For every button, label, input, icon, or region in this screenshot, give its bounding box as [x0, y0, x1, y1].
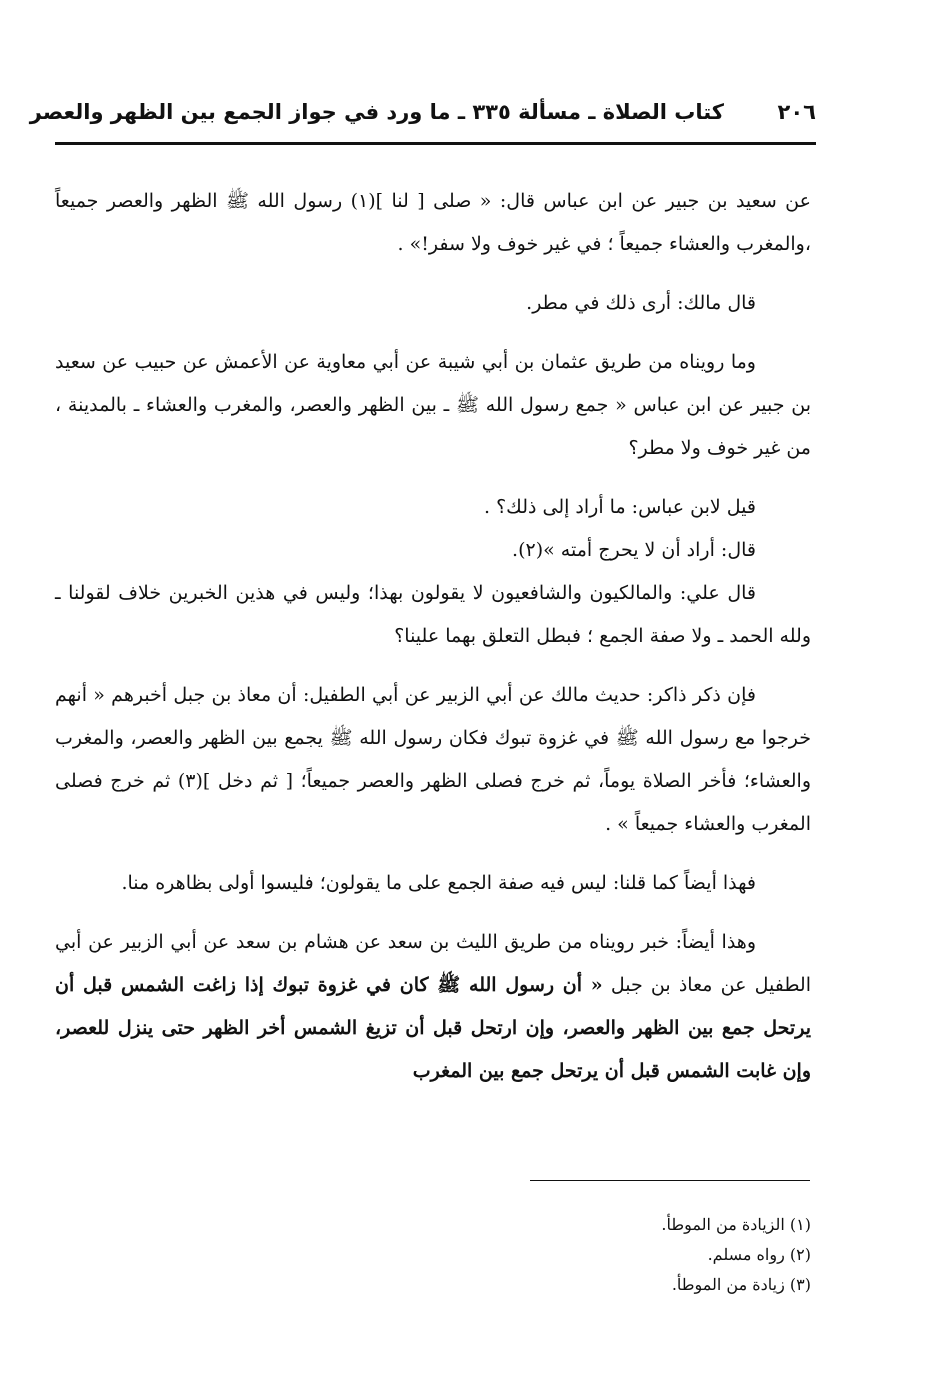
paragraph-8: فهذا أيضاً كما قلنا: ليس فيه صفة الجمع على ما يقولون؛ فليسوا أولى بظاهره منا.	[121, 872, 756, 894]
running-header	[29, 92, 814, 132]
paragraph-5: قال: أراد أن لا يحرج أمته »(٢).	[512, 539, 756, 561]
paragraph-3: وما رويناه من طريق عثمان بن أبي شيبة عن أبي معاوية عن الأعمش عن حبيب عن سعيد بن جبير عن ابن عباس « جمع رسول الله ﷺ ـ بين الظهر والعصر، والمغرب والعشاء ـ بالمدينة ، من غير خوف ولا مطر؟	[55, 351, 811, 459]
footnote-1: (١) الزيادة من الموطأ.	[661, 1215, 811, 1234]
footnotes	[311, 1210, 811, 1300]
page-number: ٢٠٦	[777, 100, 816, 124]
paragraph-7: فإن ذكر ذاكر: حديث مالك عن أبي الزبير عن أبي الطفيل: أن معاذ بن جبل أخبرهم « أنهم خرجوا مع رسول الله ﷺ في غزوة تبوك فكان رسول الله ﷺ يجمع بين الظهر والعصر، والمغرب والعشاء؛ فأخر الصلاة يوماً، ثم خرج فصلى الظهر والعصر جميعاً؛ [ ثم دخل ](٣) ثم خرج فصلى المغرب والعشاء جميعاً » .	[55, 684, 811, 835]
paragraph-4: قيل لابن عباس: ما أراد إلى ذلك؟ .	[484, 496, 756, 518]
paragraph-9-bold-quote: « أن رسول الله ﷺ كان في غزوة تبوك إذا زاغت الشمس قبل أن يرتحل جمع بين الظهر والعصر، وإن ارتحل قبل أن تزيغ الشمس أخر الظهر حتى ينزل للعصر، وإن غابت الشمس قبل أن يرتحل جمع بين المغرب	[55, 974, 811, 1082]
footnote-2: (٢) رواه مسلم.	[707, 1245, 811, 1264]
header-rule	[55, 142, 816, 145]
paragraph-9-lead: وهذا أيضاً: خبر رويناه من طريق الليث بن سعد عن هشام بن سعد عن أبي الزبير عن أبي الطفيل عن معاذ بن جبل	[55, 931, 811, 996]
footnote-rule	[530, 1180, 810, 1181]
paragraph-1: عن سعيد بن جبير عن ابن عباس قال: « صلى [ لنا ](١) رسول الله ﷺ الظهر والعصر جميعاً ،والمغرب والعشاء جميعاً ؛ في غير خوف ولا سفر!» .	[55, 190, 811, 255]
header-title: كتاب الصلاة ـ مسألة ٣٣٥ ـ ما ورد في جواز الجمع بين الظهر والعصر	[29, 100, 724, 124]
paragraph-6: قال علي: والمالكيون والشافعيون لا يقولون بهذا؛ وليس في هذين الخبرين خلاف لقولنا ـ ولله الحمد ـ ولا صفة الجمع ؛ فبطل التعلق بهما علينا؟	[55, 582, 811, 647]
footnote-3: (٣) زيادة من الموطأ.	[671, 1275, 811, 1294]
paragraph-9	[55, 921, 811, 1093]
paragraph-2: قال مالك: أرى ذلك في مطر.	[526, 292, 756, 314]
main-text	[55, 180, 811, 1093]
